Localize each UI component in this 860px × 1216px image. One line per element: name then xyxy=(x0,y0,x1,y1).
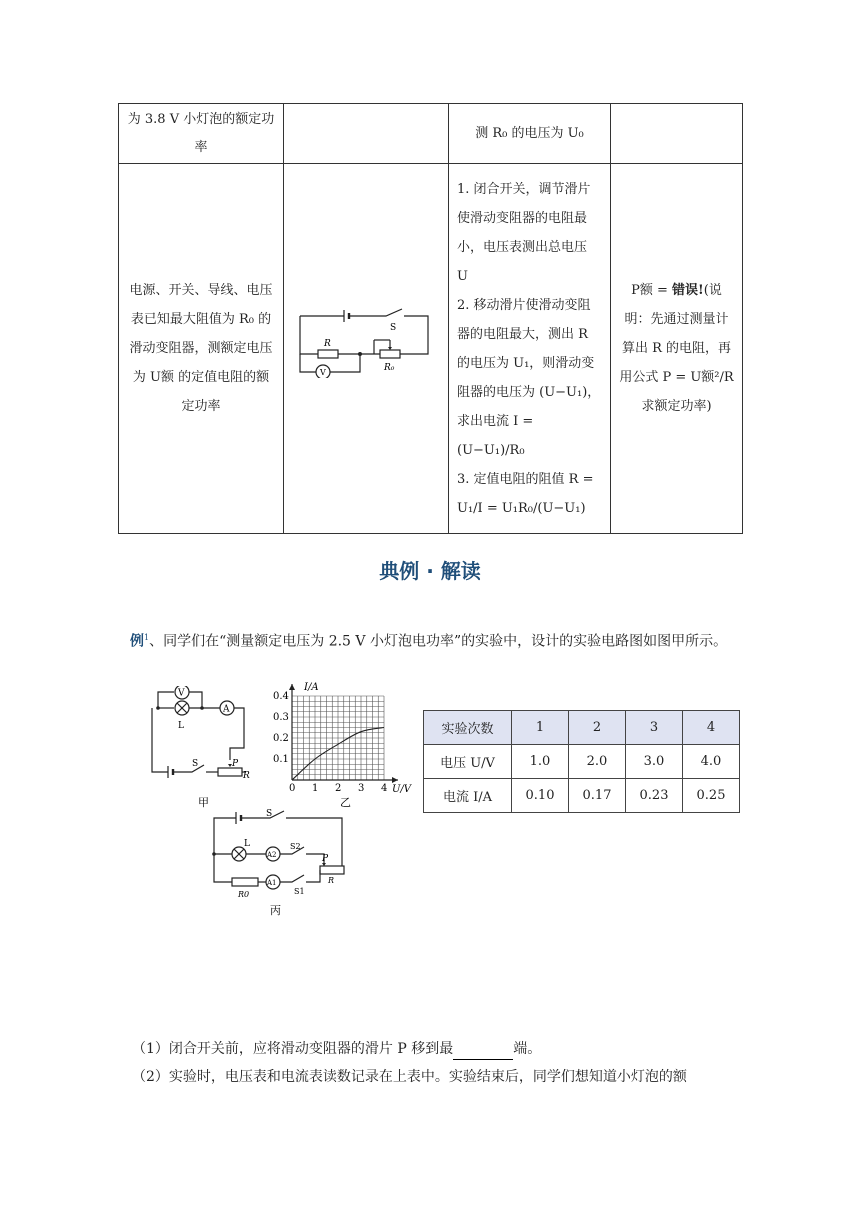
table-cell: 0.17 xyxy=(569,779,626,813)
section-title: 典例 · 解读 xyxy=(379,559,481,583)
rheostat-label: R xyxy=(243,771,250,781)
switch-s2-label: S2 xyxy=(290,842,301,851)
table-cell: 电压 U/V xyxy=(424,745,512,779)
header-cell: 3 xyxy=(626,711,683,745)
table-cell: 电源、开关、导线、电压表已知最大阻值为 R₀ 的滑动变阻器，测额定电压为 U额 的定值电阻的额定功率 xyxy=(119,164,284,534)
step-1: 1. 闭合开关，调节滑片使滑动变阻器的电阻最小，电压表测出总电压 U xyxy=(457,181,591,284)
x-tick-label: 4 xyxy=(381,783,388,794)
y-tick-label: 0.2 xyxy=(273,733,289,744)
step-2: 2. 移动滑片使滑动变阻器的电阻最大，测出 R 的电压为 U₁，则滑动变阻器的电压为 (U−U₁)，求出电流 I = (U−U₁)/R₀ xyxy=(457,297,601,458)
switch-label: S xyxy=(390,323,397,333)
circuit-jia xyxy=(148,686,258,810)
table-cell: 0.23 xyxy=(626,779,683,813)
x-tick-label: 2 xyxy=(335,783,342,794)
table-cell: 电流 I/A xyxy=(424,779,512,813)
method-table xyxy=(118,103,743,534)
ammeter-a1-label: A1 xyxy=(267,879,277,887)
table-cell: 为 3.8 V 小灯泡的额定功率 xyxy=(119,104,284,164)
header-cell: 1 xyxy=(512,711,569,745)
figure-label-bing: 丙 xyxy=(270,904,281,917)
voltmeter-label: V xyxy=(178,688,185,699)
rheostat-label: R₀ xyxy=(384,363,395,373)
switch-s1-label: S1 xyxy=(294,887,305,896)
table-row xyxy=(424,745,740,779)
data-table xyxy=(423,710,740,813)
x-tick-label: 1 xyxy=(312,783,319,794)
table-cell: 0.10 xyxy=(512,779,569,813)
switch-label: S xyxy=(266,809,273,819)
figure-label-yi: 乙 xyxy=(340,796,351,809)
power-symbol: P额 = xyxy=(631,283,673,298)
x-tick-label: 0 xyxy=(289,783,296,794)
slider-label: P xyxy=(232,759,239,769)
lamp-label: L xyxy=(178,721,184,731)
table-cell: 4.0 xyxy=(683,745,740,779)
x-axis-label: U/V xyxy=(392,784,412,795)
rheostat-label: R xyxy=(328,876,335,885)
y-tick-label: 0.1 xyxy=(273,754,289,765)
table-row xyxy=(119,164,743,534)
y-axis-arrow xyxy=(289,684,295,690)
ammeter-label: A xyxy=(223,704,230,715)
ammeter-a2-label: A2 xyxy=(267,851,277,859)
answer-blank[interactable] xyxy=(453,1045,513,1060)
y-tick-label: 0.4 xyxy=(273,691,289,702)
steps-cell xyxy=(449,164,611,534)
y-axis-label: I/A xyxy=(304,682,319,693)
table-cell: 1.0 xyxy=(512,745,569,779)
iu-chart xyxy=(272,680,420,810)
x-axis-arrow xyxy=(392,777,398,783)
example-number: 1 xyxy=(144,633,150,642)
question-1 xyxy=(132,1038,541,1060)
table-cell: 0.25 xyxy=(683,779,740,813)
example-paragraph xyxy=(130,622,750,658)
switch-label: S xyxy=(192,759,199,769)
example-label: 例 xyxy=(130,633,144,650)
lamp-label: L xyxy=(244,839,250,849)
table-cell: 测 R₀ 的电压为 U₀ xyxy=(449,104,611,164)
header-cell: 实验次数 xyxy=(424,711,512,745)
header-cell: 4 xyxy=(683,711,740,745)
circuit-cell xyxy=(284,164,449,534)
table-row xyxy=(424,779,740,813)
table-header-row xyxy=(424,711,740,745)
table-cell: 3.0 xyxy=(626,745,683,779)
note-text: (说明：先通过测量计算出 R 的电阻，再用公式 P = U额²/R 求额定功率) xyxy=(619,283,734,414)
table-cell xyxy=(284,104,449,164)
formula-cell xyxy=(611,164,743,534)
slider-label: P xyxy=(322,854,329,864)
circuit-diagram xyxy=(296,308,436,378)
example-text: 、同学们在“测量额定电压为 2.5 V 小灯泡电功率”的实验中，设计的实验电路图如图甲所示。 xyxy=(149,633,728,650)
question-1-text: （1）闭合开关前，应将滑动变阻器的滑片 P 移到最 xyxy=(132,1041,454,1057)
step-3: 3. 定值电阻的阻值 R = U₁/I = U₁R₀/(U−U₁) xyxy=(457,471,594,516)
header-cell: 2 xyxy=(569,711,626,745)
y-tick-label: 0.3 xyxy=(273,712,289,723)
error-text: 错误! xyxy=(672,283,704,298)
question-2: （2）实验时，电压表和电流表读数记录在上表中。实验结束后，同学们想知道小灯泡的额 xyxy=(132,1069,687,1085)
table-row xyxy=(119,104,743,164)
r0-label: R0 xyxy=(238,890,250,899)
question-1-end: 端。 xyxy=(513,1041,542,1057)
table-cell xyxy=(611,104,743,164)
voltmeter-label: V xyxy=(320,368,326,377)
circuit-bing xyxy=(208,808,358,920)
figure-label-jia: 甲 xyxy=(198,796,209,809)
table-cell: 2.0 xyxy=(569,745,626,779)
resistor-label: R xyxy=(324,339,331,349)
x-tick-label: 3 xyxy=(358,783,365,794)
